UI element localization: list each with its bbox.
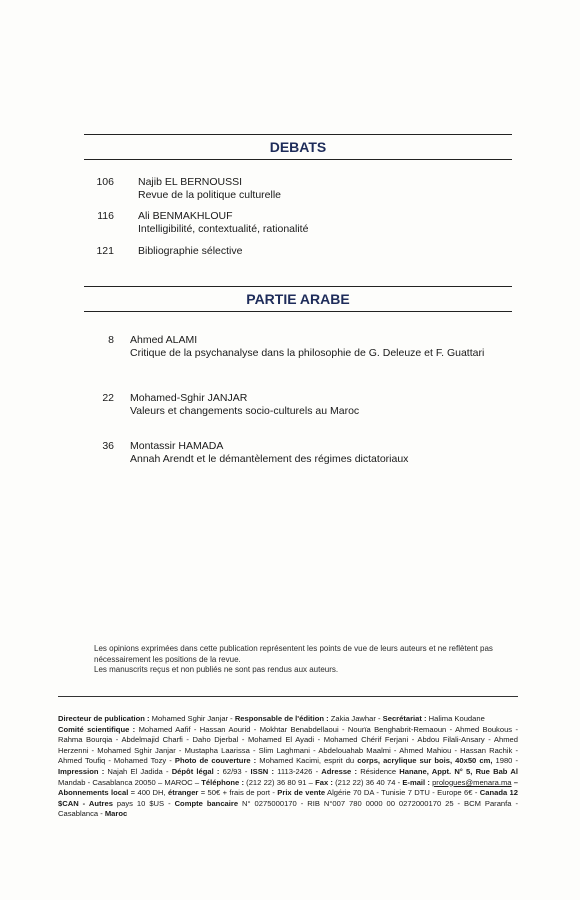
colophon-value: = 400 DH,	[128, 788, 168, 798]
toc-page-number: 106	[96, 176, 114, 188]
section-rule-top	[84, 134, 512, 135]
colophon-value: (212 22) 36 40 74 -	[332, 777, 403, 787]
colophon-label: Comité scientifique :	[58, 724, 136, 734]
colophon-value: N° 0275000170 - RIB N°007 780 0000 00 02720001​70 25 - BCM Paranfa - Casablanca -	[58, 798, 518, 819]
toc-author: Mohamed-Sghir JANJAR	[130, 392, 248, 404]
colophon-value: Mohamed Sghir Janjar -	[149, 714, 235, 723]
colophon-label: Fax :	[315, 777, 333, 787]
colophon-label: E-mail :	[402, 777, 430, 787]
colophon-value: Canada 12 $CAN	[58, 788, 518, 808]
colophon-value: Zakia Jawhar -	[328, 714, 383, 723]
colophon-label: Secrétariat :	[382, 714, 427, 723]
toc-author: Ahmed ALAMI	[130, 334, 198, 346]
colophon-value: Maroc	[104, 809, 128, 819]
colophon-label: - Autres	[78, 798, 113, 808]
email-link[interactable]: prologues@menara.ma	[432, 777, 512, 787]
colophon-label: Impression :	[58, 766, 105, 776]
toc-title: Valeurs et changements socio-culturels au Maroc	[130, 405, 360, 417]
colophon-value: Mohamed Kacimi, esprit du	[256, 756, 358, 766]
toc-title: Bibliographie sélective	[138, 245, 243, 257]
section-header-debats	[84, 134, 512, 160]
colophon-divider	[58, 696, 518, 697]
toc-title: Revue de la politique culturelle	[138, 189, 282, 201]
toc-page-number: 8	[108, 334, 114, 346]
section-rule-bottom	[84, 311, 512, 312]
toc-title: Critique de la psychanalyse dans la philosophie de G. Deleuze et F. Guattari	[130, 347, 485, 359]
colophon-value: Résidence	[357, 766, 400, 776]
colophon-label: Téléphone :	[201, 777, 244, 787]
colophon-label: Compte bancaire	[174, 798, 239, 808]
colophon-label: Prix de vente	[277, 788, 326, 798]
colophon-label: Adresse :	[321, 766, 357, 776]
colophon-value: Halima Koudane	[426, 714, 485, 723]
colophon-value: (212 22) 36 80 91 –	[243, 777, 316, 787]
section-title-partie-arabe: PARTIE ARABE	[246, 291, 350, 307]
colophon-value: = 50€ + frais de port -	[198, 788, 278, 798]
colophon-label: étranger	[167, 788, 199, 798]
editorial-note-opinions: Les opinions exprimées dans cette publication représentent les points de vue de leurs auteurs et ne reflètent pas nécessairement les positions de la revue.	[94, 644, 493, 664]
colophon-label: Directeur de publication :	[58, 714, 150, 723]
toc-title: Intelligibilité, contextualité, rationalité	[138, 223, 309, 235]
colophon-label: Dépôt légal :	[171, 766, 220, 776]
colophon	[58, 714, 518, 820]
toc-author: Najib EL BERNOUSSI	[138, 176, 243, 188]
colophon-value: 1980 -	[492, 756, 518, 766]
toc-author: Ali BENMAKHLOUF	[138, 210, 233, 222]
colophon-value: Hanane, Appt. N° 5, Rue Bab Al	[399, 766, 518, 776]
section-rule-bottom	[84, 159, 512, 160]
colophon-value: corps, acrylique sur bois, 40x50 cm,	[357, 756, 493, 766]
colophon-value: Najah El Jadida -	[104, 766, 172, 776]
colophon-value: Mandab - Casablanca 20050 – MAROC –	[58, 777, 202, 787]
colophon-value: 62/93 -	[219, 766, 251, 776]
colophon-label: – Abonnements local	[58, 777, 518, 798]
section-title-debats: DEBATS	[269, 139, 327, 155]
colophon-label: Responsable de l'édition :	[234, 714, 329, 723]
colophon-value: pays 10 $US -	[112, 798, 175, 808]
colophon-value: Algérie 70 DA - Tunisie 7 DTU - Europe 6€ -	[325, 788, 480, 798]
colophon-value: 1113-2426 -	[274, 766, 322, 776]
section-rule-top	[84, 286, 512, 287]
editorial-note	[94, 644, 514, 676]
toc-page-number: 121	[96, 245, 114, 257]
colophon-label: Photo de couverture :	[174, 756, 257, 766]
toc-title: Annah Arendt et le démantèlement des régimes dictatoriaux	[130, 453, 409, 465]
toc-page-number: 116	[97, 210, 114, 222]
editorial-note-manuscripts: Les manuscrits reçus et non publiés ne sont pas rendus aux auteurs.	[94, 665, 339, 674]
section-header-partie-arabe	[84, 286, 512, 312]
colophon-label: ISSN :	[250, 766, 274, 776]
toc-page-number: 36	[102, 440, 114, 452]
colophon-value: Mohamed Aafif - Hassan Aourid - Mokhtar Benabdellaoui - Nourïa Benghabrit-Remaoun - Ahmed Boukous - Rahma Bourqia - Abdelmajid Charfi - Daho Djerbal - Mohamed El Ayadi - Mohamed Chérif Ferjani - Abdou Filali-Ansary - Ahmed Herzenni - Mohamed Sghir Janjar - Mustapha Laarissa - Slim Laghmani - Abdelouahab Maalmi - Ahmed Mahiou - Hassan Rachik - Ahmed Toufiq - Mohamed Tozy -	[58, 724, 518, 766]
toc-page-number: 22	[102, 392, 114, 404]
toc-author: Montassir HAMADA	[130, 440, 224, 452]
